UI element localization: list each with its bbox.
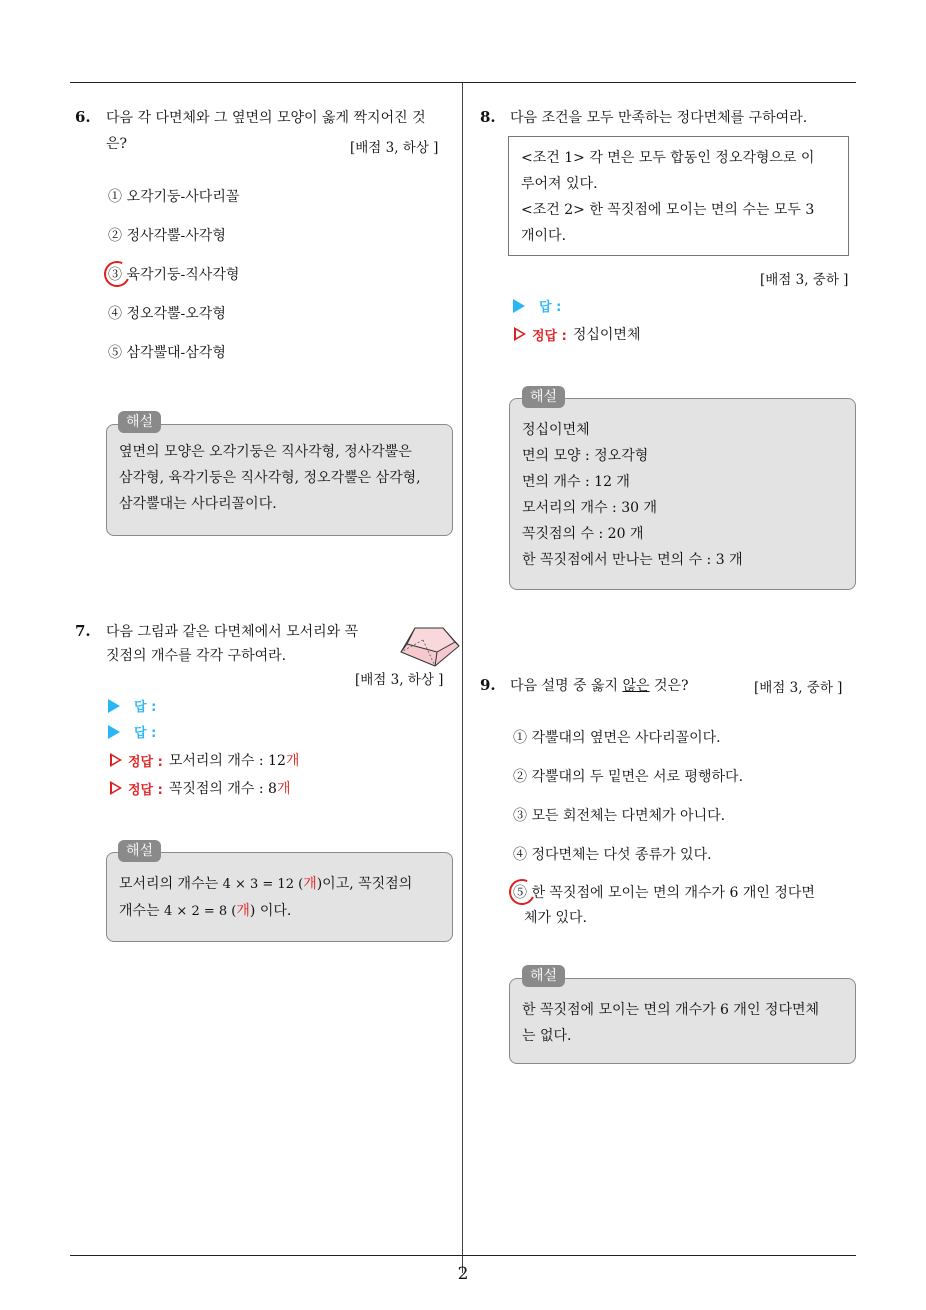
- answer-line: [108, 696, 156, 715]
- explanation-line: 모서리의 개수 : 30 개: [522, 500, 657, 516]
- explanation-line: 개수는 4 × 2 = 8 (개) 이다.: [119, 903, 292, 919]
- condition-line: <조건 1> 각 면은 모두 합동인 정오각형으로 이: [521, 150, 815, 166]
- explanation-line: 삼각형, 육각기둥은 직사각형, 정오각뿔은 삼각형,: [119, 470, 421, 486]
- answer-line: [513, 296, 561, 315]
- play-icon: [108, 699, 120, 713]
- question-6-number: 6.: [75, 108, 91, 126]
- question-6-score: [배점 3, 하상 ]: [350, 140, 439, 156]
- question-7-text-line1: 다음 그림과 같은 다면체에서 모서리와 꼭: [106, 624, 359, 640]
- explanation-line: 옆면의 모양은 오각기둥은 직사각형, 정사각뿔은: [119, 444, 412, 460]
- explanation-line: 한 꼭짓점에 모이는 면의 개수가 6 개인 정다면체: [522, 1002, 820, 1018]
- question-9-choice-2[interactable]: ② 각뿔대의 두 밑면은 서로 평행하다.: [513, 769, 744, 785]
- question-9-choice-5[interactable]: ⑤ 한 꼭짓점에 모이는 면의 개수가 6 개인 정다면: [513, 885, 815, 901]
- question-6-explanation-box: [106, 424, 453, 536]
- outline-play-icon: [110, 753, 122, 767]
- explanation-line: 면의 개수 : 12 개: [522, 474, 630, 490]
- correct-answer-line: [110, 778, 291, 798]
- question-9-text: 다음 설명 중 옳지 않은 것은?: [510, 678, 689, 694]
- answer-label: 답 :: [134, 726, 157, 741]
- question-9-choice-3[interactable]: ③ 모든 회전체는 다면체가 아니다.: [513, 808, 726, 824]
- question-9-explanation-box: [509, 978, 856, 1064]
- explanation-line: 꼭짓점의 수 : 20 개: [522, 526, 644, 542]
- correct-answer-text: 모서리의 개수 : 12: [168, 753, 286, 769]
- question-6-choice-1[interactable]: ① 오각기둥-사다리꼴: [108, 189, 240, 205]
- question-8-explanation-box: [509, 398, 856, 590]
- correct-label: 정답 :: [532, 328, 567, 344]
- condition-line: 루어져 있다.: [521, 176, 598, 192]
- question-9-choice-5-continued: 체가 있다.: [524, 910, 587, 926]
- question-9-score: [배점 3, 중하 ]: [754, 680, 843, 696]
- outline-play-icon: [110, 781, 122, 795]
- correct-answer-text: 꼭짓점의 개수 : 8: [168, 781, 277, 797]
- question-6-text-line2: 은?: [106, 136, 128, 152]
- condition-line: <조건 2> 한 꼭짓점에 모이는 면의 수는 모두 3: [521, 202, 815, 218]
- question-7-text-line2: 짓점의 개수를 각각 구하여라.: [106, 648, 287, 664]
- explanation-line: 면의 모양 : 정오각형: [522, 448, 649, 464]
- correct-answer-line: [110, 750, 299, 770]
- question-6-choice-4[interactable]: ④ 정오각뿔-오각형: [108, 306, 226, 322]
- explanation-line: 삼각뿔대는 사다리꼴이다.: [119, 496, 277, 512]
- answer-line: [108, 722, 156, 741]
- correct-answer-text: 정십이면체: [572, 327, 641, 343]
- question-6-choice-2[interactable]: ② 정사각뿔-사각형: [108, 228, 226, 244]
- question-6-choice-5[interactable]: ⑤ 삼각뿔대-삼각형: [108, 345, 226, 361]
- question-6-choice-3[interactable]: ③ 육각기둥-직사각형: [108, 267, 240, 283]
- answer-label: 답 :: [134, 700, 157, 715]
- correct-answer-unit: 개: [276, 781, 291, 797]
- correct-label: 정답 :: [128, 782, 163, 798]
- answer-label: 답 :: [539, 300, 562, 315]
- explanation-tag: 해설: [118, 840, 161, 862]
- top-rule: [70, 82, 856, 83]
- question-7-number: 7.: [75, 622, 91, 640]
- correct-answer-unit: 개: [285, 753, 300, 769]
- explanation-line: 정십이면체: [522, 422, 590, 438]
- question-8-score: [배점 3, 중하 ]: [760, 272, 849, 288]
- question-7-score: [배점 3, 하상 ]: [355, 672, 444, 688]
- question-6-text-line1: 다음 각 다면체와 그 옆면의 모양이 옳게 짝지어진 것: [106, 110, 426, 126]
- frustum-figure: [397, 622, 463, 670]
- question-9-choice-4[interactable]: ④ 정다면체는 다섯 종류가 있다.: [513, 847, 712, 863]
- conditions-box: [508, 136, 849, 256]
- bottom-rule: [70, 1255, 856, 1256]
- condition-line: 개이다.: [521, 228, 567, 244]
- question-7-explanation-box: [106, 852, 453, 942]
- correct-answer-line: [514, 324, 640, 344]
- play-icon: [513, 299, 525, 313]
- explanation-line: 는 없다.: [522, 1028, 572, 1044]
- page-number: 2: [457, 1264, 469, 1284]
- question-9-choice-1[interactable]: ① 각뿔대의 옆면은 사다리꼴이다.: [513, 730, 721, 746]
- explanation-tag: 해설: [522, 965, 565, 987]
- explanation-tag: 해설: [118, 411, 161, 433]
- explanation-line: 모서리의 개수는 4 × 3 = 12 (개)이고, 꼭짓점의: [119, 876, 413, 892]
- play-icon: [108, 725, 120, 739]
- explanation-line: 한 꼭짓점에서 만나는 면의 수 : 3 개: [522, 552, 743, 568]
- correct-label: 정답 :: [128, 754, 163, 770]
- outline-play-icon: [514, 327, 526, 341]
- question-8-text: 다음 조건을 모두 만족하는 정다면체를 구하여라.: [510, 110, 808, 126]
- explanation-tag: 해설: [522, 386, 565, 408]
- question-9-number: 9.: [480, 676, 496, 694]
- column-divider: [462, 83, 463, 1273]
- question-8-number: 8.: [480, 108, 496, 126]
